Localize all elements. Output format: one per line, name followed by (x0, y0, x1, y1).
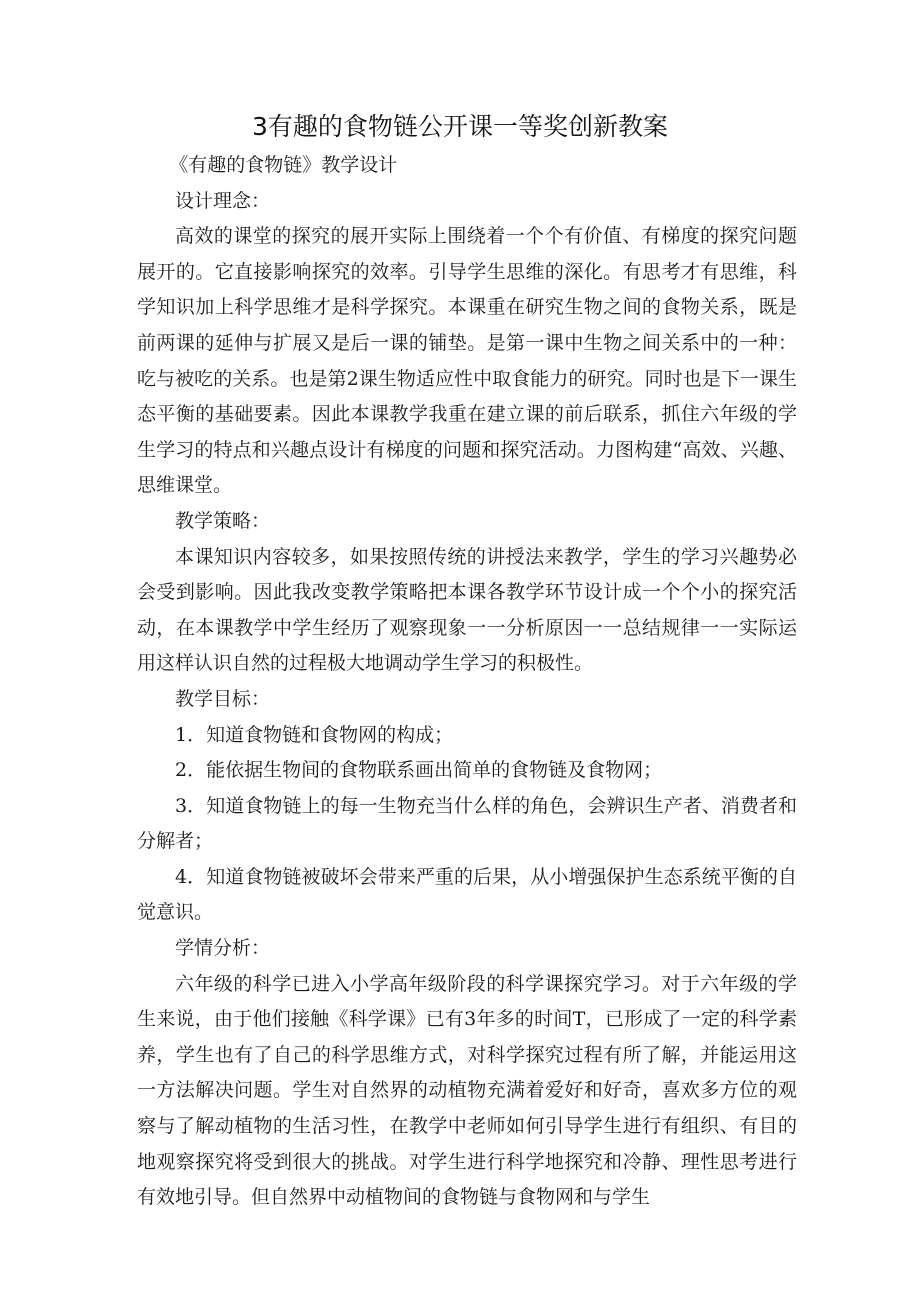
section-heading-teaching-goals: 教学目标： (175, 687, 271, 710)
paragraph-design-concept: 高效的课堂的探究的展开实际上围绕着一个个有价值、有梯度的探究问题展开的。它直接影响探究的效率。引导学生思维的深化。有思考才有思维，科学知识加上科学思维才是科学探究。本课重在研究生物之间的食物关系，既是前两课的延伸与扩展又是后一课的铺垫。是第一课中生物之间关系中的一种：吃与被吃的关系。也是第2课生物适应性中取食能力的研究。同时也是下一课生态平衡的基础要素。因此本课教学我重在建立课的前后联系，抓住六年级的学生学习的特点和兴趣点设计有梯度的问题和探究活动。力图构建“高效、兴趣、思维课堂。 (137, 225, 797, 497)
paragraph-teaching-strategy: 本课知识内容较多，如果按照传统的讲授法来教学，学生的学习兴趣势必会受到影响。因此我改变教学策略把本课各教学环节设计成一个个小的探究活动，在本课教学中学生经历了观察现象一一分析原因一一总结规律一一实际运用这样认识自然的过程极大地调动学生学习的积极性。 (137, 545, 797, 675)
goal-item-3: 3．知道食物链上的每一生物充当什么样的角色，会辨识生产者、消费者和分解者； (137, 794, 797, 853)
section-heading-design-concept: 设计理念： (175, 189, 271, 212)
document-title: 3有趣的食物链公开课一等奖创新教案 (252, 112, 668, 141)
section-heading-teaching-strategy: 教学策略： (175, 509, 271, 532)
document-body (137, 148, 797, 1216)
document-subtitle: 《有趣的食物链》教学设计 (169, 154, 398, 176)
section-heading-learner-analysis: 学情分析： (175, 937, 271, 960)
goal-item-4: 4．知道食物链被破坏会带来严重的后果，从小增强保护生态系统平衡的自觉意识。 (137, 865, 797, 924)
paragraph-learner-analysis: 六年级的科学已进入小学高年级阶段的科学课探究学习。对于六年级的学生来说，由于他们接触《科学课》已有3年多的时间T，已形成了一定的科学素养，学生也有了自己的科学思维方式，对科学探究过程有所了解，并能运用这一方法解决问题。学生对自然界的动植物充满着爱好和好奇，喜欢多方位的观察与了解动植物的生活习性，在教学中老师如何引导学生进行有组织、有目的地观察探究将受到很大的挑战。对学生进行科学地探究和冷静、理性思考进行有效地引导。但自然界中动植物间的食物链与食物网和与学生 (137, 972, 797, 1209)
goal-item-1: 1．知道食物链和食物网的构成； (175, 723, 454, 746)
goal-item-2: 2．能依据生物间的食物联系画出简单的食物链及食物网； (175, 759, 663, 782)
